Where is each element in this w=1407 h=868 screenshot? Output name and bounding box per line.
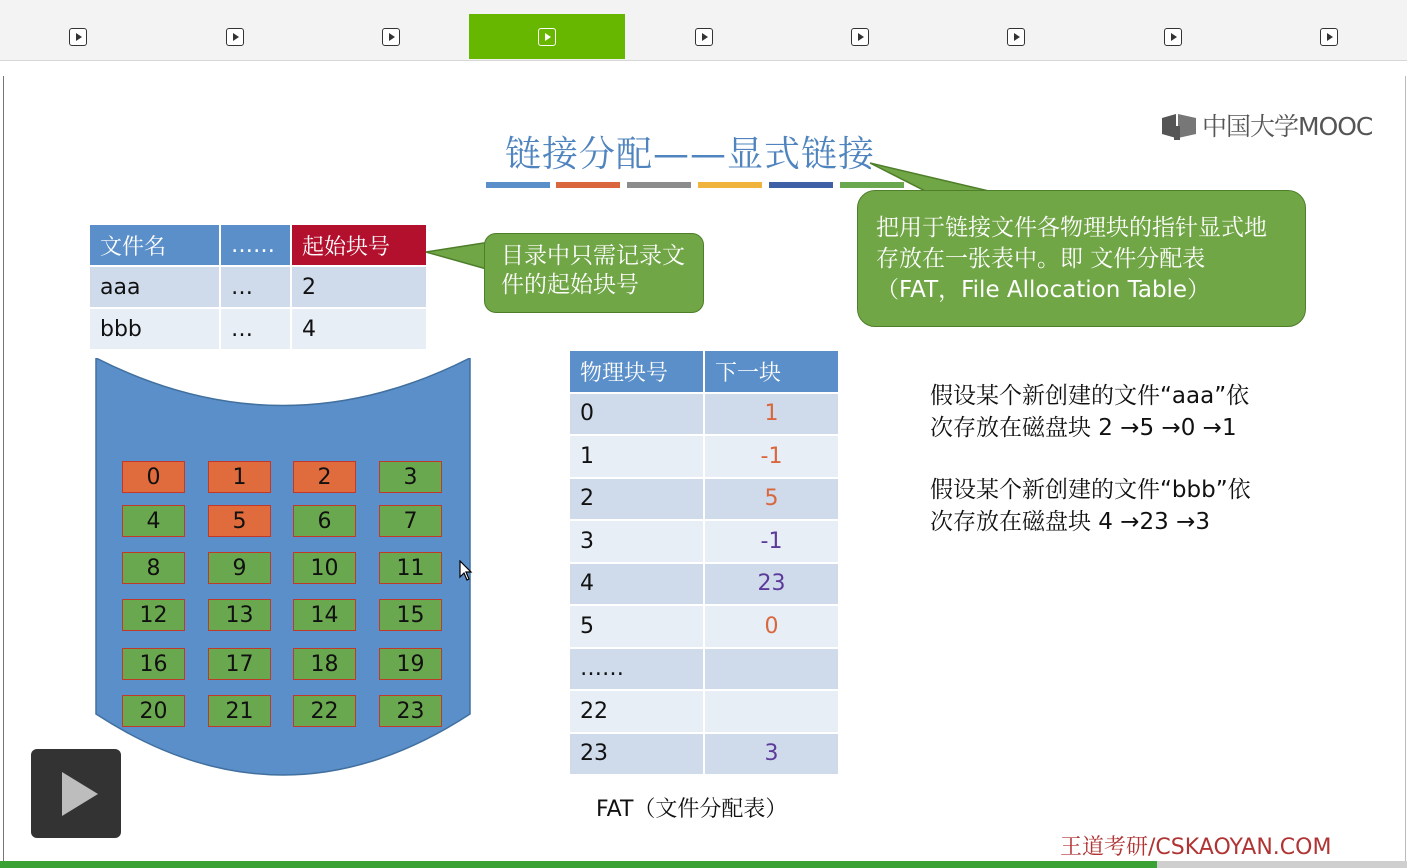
dir-header-ellipsis: …… <box>221 225 290 265</box>
fat-block-cell: 3 <box>570 521 703 562</box>
fat-block-cell: …… <box>570 649 703 690</box>
progress-bar[interactable] <box>0 861 1407 868</box>
fat-next-cell: 0 <box>705 606 838 647</box>
disk-block: 18 <box>293 648 356 680</box>
fat-block-cell: 5 <box>570 606 703 647</box>
callout-directory: 目录中只需记录文件的起始块号 <box>484 233 704 313</box>
disk-block: 23 <box>379 695 442 727</box>
disk-block: 2 <box>293 461 356 493</box>
fat-next-cell: 1 <box>705 394 838 435</box>
disk-block: 21 <box>208 695 271 727</box>
note-bbb-line1: 假设某个新创建的文件“bbb”依 <box>930 477 1251 503</box>
fat-block-cell: 4 <box>570 564 703 605</box>
fat-header-block: 物理块号 <box>570 351 703 392</box>
disk-block: 1 <box>208 461 271 493</box>
play-button[interactable] <box>31 749 121 838</box>
disk-block: 10 <box>293 552 356 584</box>
dir-header-start-block: 起始块号 <box>292 225 426 265</box>
disk-block: 8 <box>122 552 185 584</box>
fat-next-cell: -1 <box>705 521 838 562</box>
disk-block: 13 <box>208 599 271 631</box>
fat-block-cell: 1 <box>570 436 703 477</box>
logo-text: 中国大学MOOC <box>1202 112 1373 141</box>
progress-remaining <box>1157 861 1407 868</box>
fat-block-cell: 0 <box>570 394 703 435</box>
play-icon <box>62 772 98 816</box>
dir-cell: … <box>221 267 290 307</box>
fat-next-cell <box>705 691 838 732</box>
disk-block: 7 <box>379 505 442 537</box>
dir-cell: aaa <box>90 267 219 307</box>
callout-fat: 把用于链接文件各物理块的指针显式地存放在一张表中。即 文件分配表（FAT，File Allocation Table） <box>857 190 1306 327</box>
dir-cell: … <box>221 309 290 349</box>
disk-block: 11 <box>379 552 442 584</box>
slide-title: 链接分配——显式链接 <box>505 134 876 175</box>
note-aaa-line2: 次存放在磁盘块 2 →5 →0 →1 <box>930 415 1237 441</box>
dir-header-filename: 文件名 <box>90 225 219 265</box>
disk-block: 14 <box>293 599 356 631</box>
note-bbb-line2: 次存放在磁盘块 4 →23 →3 <box>930 509 1211 535</box>
disk-block: 3 <box>379 461 442 493</box>
fat-next-cell: 23 <box>705 564 838 605</box>
footer-brand: 王道考研/CSKAOYAN.COM <box>1060 835 1332 860</box>
disk-block: 17 <box>208 648 271 680</box>
dir-cell: bbb <box>90 309 219 349</box>
fat-next-cell: -1 <box>705 436 838 477</box>
fat-table <box>568 349 840 776</box>
disk-block: 20 <box>122 695 185 727</box>
dir-cell: 4 <box>292 309 426 349</box>
disk-block: 22 <box>293 695 356 727</box>
fat-next-cell: 5 <box>705 479 838 520</box>
fat-block-cell: 23 <box>570 734 703 775</box>
disk-cylinder <box>94 358 472 786</box>
disk-block: 19 <box>379 648 442 680</box>
disk-block: 15 <box>379 599 442 631</box>
dir-cell: 2 <box>292 267 426 307</box>
fat-header-next: 下一块 <box>705 351 838 392</box>
disk-block: 5 <box>208 505 271 537</box>
disk-block: 4 <box>122 505 185 537</box>
disk-block: 0 <box>122 461 185 493</box>
mouse-cursor-icon <box>459 560 473 582</box>
disk-block: 16 <box>122 648 185 680</box>
fat-next-cell: 3 <box>705 734 838 775</box>
fat-next-cell <box>705 649 838 690</box>
disk-block: 12 <box>122 599 185 631</box>
fat-block-cell: 22 <box>570 691 703 732</box>
disk-block: 9 <box>208 552 271 584</box>
disk-block: 6 <box>293 505 356 537</box>
fat-block-cell: 2 <box>570 479 703 520</box>
fat-caption: FAT（文件分配表） <box>596 797 788 822</box>
note-aaa-line1: 假设某个新创建的文件“aaa”依 <box>930 383 1250 409</box>
